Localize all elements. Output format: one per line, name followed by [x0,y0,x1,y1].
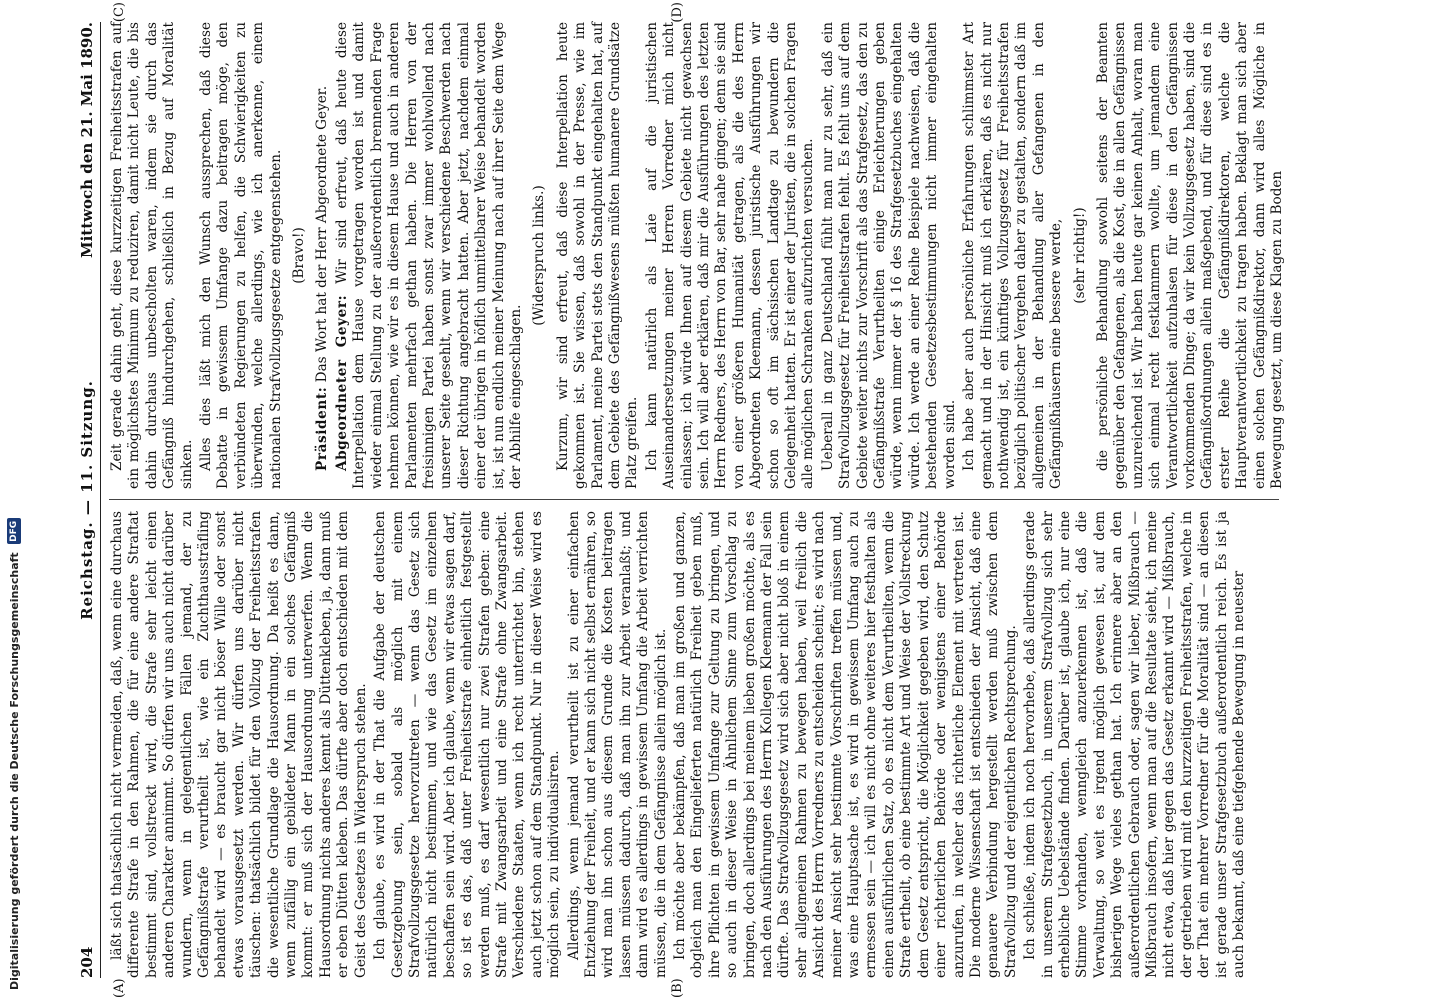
margin-marker-b: (B) [670,978,685,998]
paragraph: Ich habe aber auch persönliche Erfahrungen schlimmster Art gemacht und in der Hinsicht muß ich erklären, daß es nicht nur nothwendig ist, ein künftiges Vollzugsgesetz für Freiheitsstrafen bezüglich politischer Vergehen daher zu gestalten, sondern daß im allgemeinen in der Behandlung aller Gefangenen in den Gefängnißhäusern eine bessere werde, [961,22,1065,489]
credit-text: Digitalisierung gefördert durch die Deutsche Forschungsgemeinschaft [7,552,21,990]
interjection: (sehr richtig!) [1071,207,1088,304]
newspaper-page [70,0,1320,1000]
paragraph: Alles dies läßt mich den Wunsch aussprechen, daß diese Debatte in gewissem Umfange dazu beitragen möge, den verbündeten Regierungen zu helfen, die Schwierigkeiten zu überwinden, welche allerdings, wie ich anerkenne, einem nationalen Strafvollzugsgesetze entgegenstehen. [198,22,284,489]
dfg-logo-icon: DFG [7,518,21,544]
margin-marker-c: (C) [112,2,127,23]
session-date: Mittwoch den 21. Mai 1890. [78,22,96,259]
paragraph: Ich kann natürlich als Laie auf die juristischen Auseinandersetzungen meiner Herren Vorredner mich nicht einlassen; ich würde Ihnen auf diesem Gebiete nicht gewachsen sein. Ich will aber erklären, daß mir die Ausführungen des letzten Herrn Redners, des Herrn von Bar, sehr nahe gingen; denn sie sind von einer größeren Humanität getragen, als die des Herrn Abgeordneten Kleemann, dessen juristische Ausführungen wir schon so oft im sächsischen Landtage zu bewundern die Gelegenheit hatten. Er ist einer der Juristen, die in solchen Fragen alle möglichen Schranken aufzurichten versuchen. [643,22,817,489]
paragraph: Zeit gerade dahin geht, diese kurzzeitigen Freiheitsstrafen auf ein möglichstes Minimum zu reduziren, damit nicht Leute, die bis dahin durchaus unbescholten waren, indem sie durch das Gefängniß hindurchgehen, schließlich in Bezug auf Moralität sinken. [109,22,195,489]
paragraph: Ich möchte aber bekämpfen, daß man im großen und ganzen, obgleich man den Eingelieferten natürlich Freiheit geben muß, ihre Pflichten in gewissem Umfange zur Geltung zu bringen, und so auch in dieser Weise in Ähnlichem Sinne zum Vorschlag zu bringen, doch allerdings bei meinem lieben großen möchte, als es nach den Ausführungen des Herrn Kollegen Kleemann der Fall sein dürfte. Das Strafvollzugsgesetz wird sich aber nicht bloß in einem sehr allgemeinen Rahmen zu bewegen haben, weil freilich die Ansicht des Herrn Vorredners zu entscheiden scheint; es wird nach meiner Ansicht sehr bestimmte Vorschriften treffen müssen und, was eine Hauptsache ist, es wird in gewissem Umfang auch zu ermessen sein — ich will es nicht ohne weiteres hier festhalten als einen ausführlichen Satz, ob es nicht dem Verurtheilten, wenn die Strafe ertheilt, ob eine bestimmte Art und Weise der Vollstreckung dem Gesetz entspricht, die Möglichkeit gegeben wird, den Schutz einer richterlichen Behörde oder wenigstens einer Behörde anzurufen, in welcher das richterliche Element mit vertreten ist. Die moderne Wissenschaft ist entschieden der Ansicht, daß eine genauere Verbindung hergestellt werden muß zwischen dem Strafvollzug und der eigentlichen Rechtsprechung. [672,511,1019,978]
margin-marker-a: (A) [112,978,127,998]
interjection: (Widerspruch links.) [531,185,548,326]
left-column [109,511,1286,998]
paragraph: Kurzum, wir sind erfreut, daß diese Interpellation heute gekommen ist. Sie wissen, daß sowohl in der Presse, wie im Parlament, meine Partei stets den Standpunkt eingehalten hat, auf dem Gebiete des Gefängnißwesens müßten humanere Grundsätze Platz greifen. [554,22,641,489]
interjection: (Bravo!) [291,227,308,284]
speaker-paragraph: Präsident: Das Wort hat der Herr Abgeordnete Geyer. [314,85,331,471]
page-number: 204 [78,946,96,978]
text-columns [109,2,1285,998]
session-title: Reichstag. — 11. Sitzung. [78,380,96,620]
page-header [78,22,101,978]
paragraph: Ueberall in ganz Deutschland fühlt man nur zu sehr, daß ein Strafvollzugsgesetz für Freiheitsstrafen fehlt. Es fehlt uns auf dem Gebiete weiter nichts zur Vorschrift als das Strafgesetz, das den zu Gefängnißstrafe Verurtheilten einige Erleichterungen geben würde, wenn immer der § 16 des Strafgesetzbuches eingehalten würde. Ich werde an einer Reihe Beispiele nachweisen, daß die bestehenden Gesetzesbestimmungen nicht immer eingehalten worden sind. [819,22,958,489]
speaker-name: Abgeordneter Geyer: [333,294,350,471]
paragraph: Ich glaube, es wird in der That die Aufgabe der deutschen Gesetzgebung sein, sobald als möglich mit einem Strafvollzugsgesetze hervorzutreten — wenn das Gesetz sich natürlich nicht bestimmen, und wie das Gesetz im einzelnen beschaffen sein wird. Aber ich glaube, wenn wir etwas sagen darf, so ist es das, daß unter Freiheitsstrafe einheitlich festgestellt werden muß, es darf wesentlich nur zwei Strafen geben: eine Strafe mit Zwangsarbeit und eine Strafe ohne Zwangsarbeit. Verschiedene Staaten, wenn ich recht unterrichtet bin, stehen auch jetzt schon auf dem Standpunkt. Nur in dieser Weise wird es möglich sein, zu individualisiren. [372,511,563,978]
right-column [109,2,1286,489]
margin-marker-d: (D) [670,2,685,23]
paragraph: Allerdings, wenn jemand verurtheilt ist zu einer einfachen Entziehung der Freiheit, und er kann sich nicht selbst ernähren, so wird man ihn schon aus diesem Grunde die Kosten beitragen lassen müssen dadurch, daß man ihn zur Arbeit veranlaßt; und dann wird es allerdings in gewissem Umfang die Arbeit verrichten müssen, die in dem Gefängnisse allein möglich ist. [565,511,669,978]
paragraph: Ich schließe, indem ich noch hervorhebe, daß allerdings gerade in unserem Strafgesetzbuch, in unserem Strafvollzug sich sehr erhebliche Uebelstände finden. Darüber ist, glaube ich, nur eine Stimme vorhanden, wenngleich anzuerkennen ist, daß die Verwaltung, so weit es irgend möglich gewesen ist, auf dem bisherigen Wege vieles gethan hat. Ich erinnere aber an den außerordentlichen Gebrauch oder, sagen wir lieber, Mißbrauch — Mißbrauch insofern, wenn man auf die Resultate sieht, ich meine nicht etwa, daß hier gegen das Gesetz erkannt wird — Mißbrauch, der getrieben wird mit den kurzzeitigen Freiheitsstrafen, welche in der That ein mehrer Vorredner für die Moralität sind — an diesen ist gerade unser Strafgesetzbuch außerordentlich reich. Es ist ja auch bekannt, daß eine tiefgehende Bewegung in neuester [1022,511,1247,978]
speaker-paragraph: Abgeordneter Geyer: Wir sind erfreut, daß heute diese Interpellation dem Hause vorgetragen worden ist und damit wieder einmal Stellung zu der außerordentlich brennenden Frage nehmen können, wie wir es in diesem Hause und auch in anderen Parlamenten mehrfach gethan haben. Die Herren von der freisinnigen Partei haben sonst zwar immer wohlwollend nach unserer Seite gesehlt, wenn wir verschiedene Beschwerden nach dieser Richtung angebracht hatten. Aber jetzt, nachdem einmal einer der übrigen in höflich unmittelbarer Weise behandelt worden ist, ist nun endlich meiner Meinung nach auf ihrer Seite dem Wege der Abhilfe eingeschlagen. [333,22,524,489]
speaker-name: Präsident: [314,386,331,471]
digitization-credit [0,0,28,1000]
paragraph: läßt sich thatsächlich nicht vermeiden, daß, wenn eine durchaus differente Strafe in den Rahmen, die für eine andere Straftat bestimmt sind, vollstreckt wird, die Strafe sehr leicht einen anderen Charakter annimmt. So dürfen wir uns auch nicht darüber wundern, wenn in gelegentlichen Fällen jemand, der zu Gefängnißstrafe verurtheilt ist, wie ein Zuchthaussträfling behandelt wird — es braucht gar nicht böser Wille oder sonst etwas vorausgesetzt werden. Wir dürfen uns darüber nicht täuschen: thatsächlich bildet für den Vollzug der Freiheitsstrafen die wesentliche Grundlage die Hausordnung. Da heißt es dann, wenn zufällig ein gebildeter Mann in ein solches Gefängniß kommt: er muß sich der Hausordnung unterwerfen. Wenn die Hausordnung nichts anderes kennt als Düttenkleben, ja, dann muß er eben Dütten kleben. Das dürfte aber doch entschieden mit dem Geist des Gesetzes in Widerspruch stehen. [109,511,369,978]
paragraph: die persönliche Behandlung sowohl seitens der Beamten gegenüber den Gefangenen, als die Kost, die in allen Gefängnissen unzureichend ist. Wir haben heute gar keinen Anhalt, woran man sich einmal recht festklammern wollte, um jemandem eine Verantwortlichkeit aufzuhalsen für diese in den Gefängnissen vorkommenden Dinge; da wir kein Vollzugsgesetz haben, sind die Gefängnißordnungen allein maßgebend, und für diese sind es in erster Reihe die Gefängnißdirektoren, welche die Hauptverantwortlichkeit zu tragen haben. Beklagt man sich aber einen solchen Gefängnißdirektor, dann wird alles Mögliche in Bewegung gesetzt, um diese Klagen zu Boden [1094,22,1285,489]
